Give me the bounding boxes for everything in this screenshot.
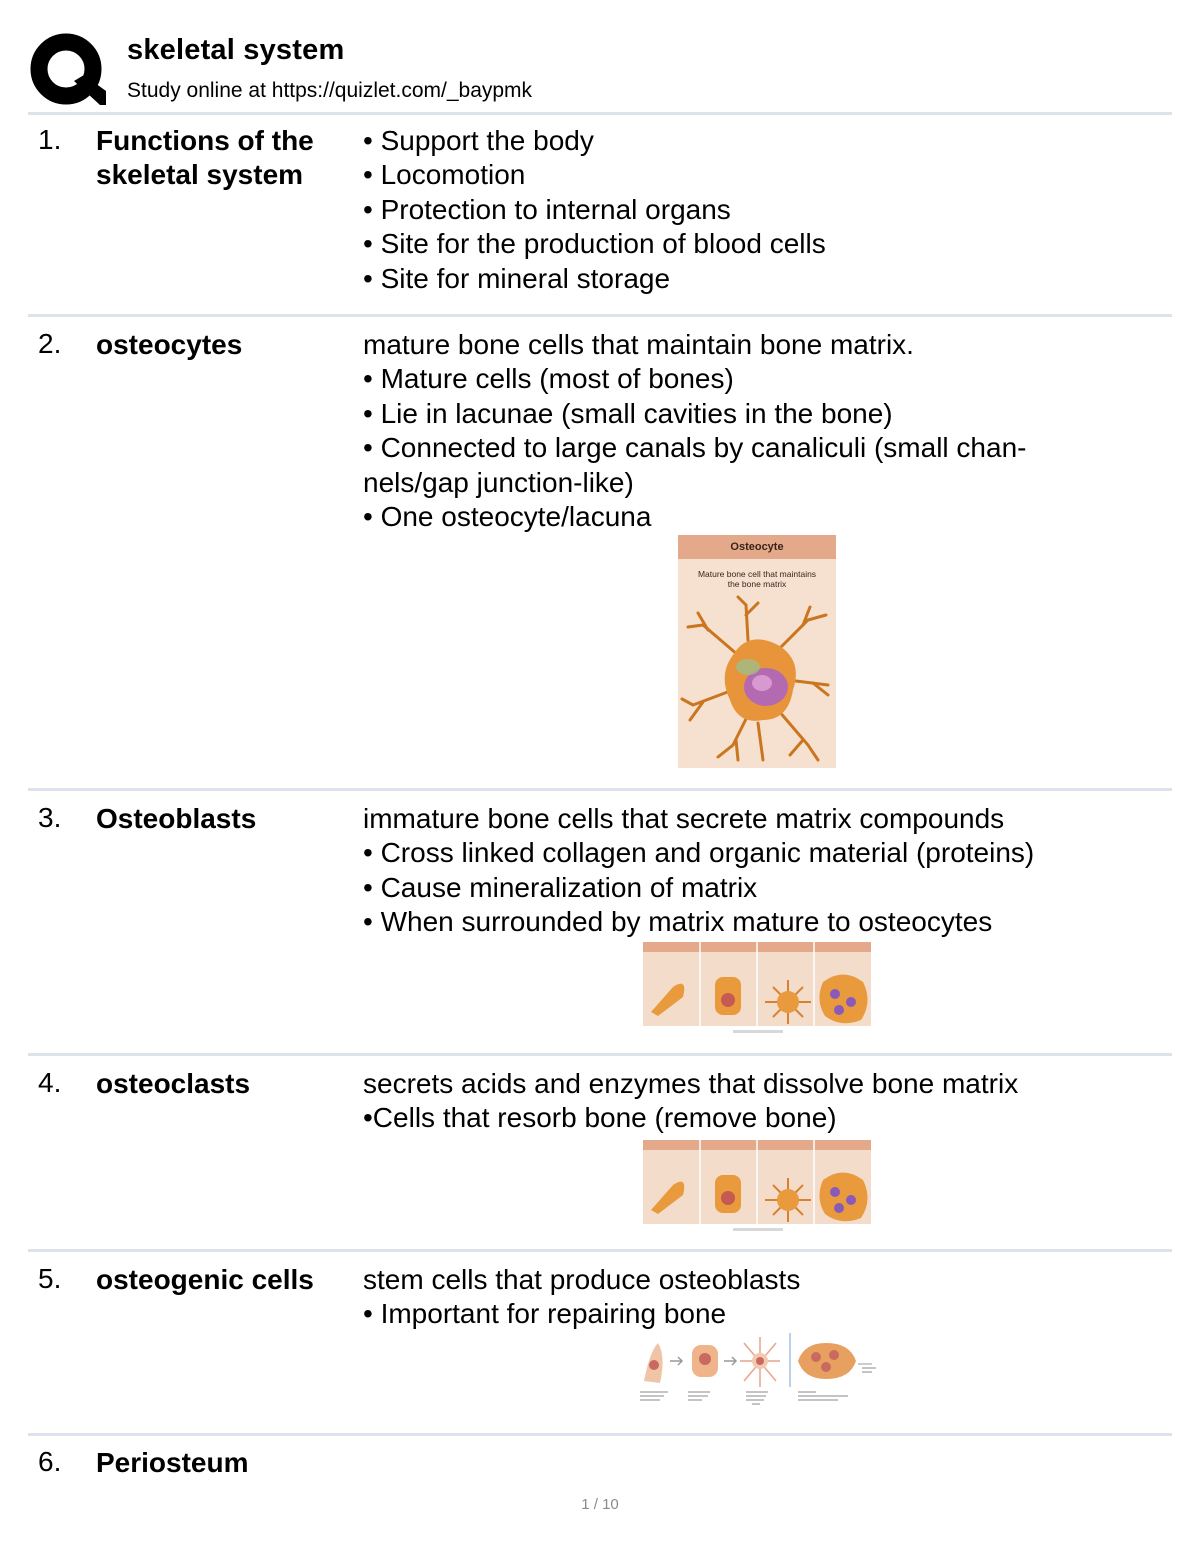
definition-line: • Cross linked collagen and organic material (proteins) bbox=[363, 837, 1035, 869]
bone-cell-types-figure bbox=[643, 1140, 873, 1234]
card-number: 1. bbox=[38, 124, 62, 155]
divider bbox=[28, 1053, 1172, 1056]
card-term: Periosteum bbox=[96, 1447, 249, 1478]
card-number: 6. bbox=[38, 1446, 62, 1477]
bone-cell-lineage-figure bbox=[636, 1331, 881, 1413]
card-term: Functions of the skeletal system bbox=[96, 125, 314, 190]
definition-line: • Locomotion bbox=[363, 159, 526, 191]
definition-line: mature bone cells that maintain bone matrix. bbox=[363, 329, 914, 360]
document-title: skeletal system bbox=[127, 34, 345, 66]
flashcard-2 bbox=[28, 328, 1172, 778]
definition-line: nels/gap junction-like) bbox=[363, 466, 634, 498]
definition-line: • Mature cells (most of bones) bbox=[363, 363, 734, 395]
flashcard-3 bbox=[28, 802, 1172, 1047]
card-term: osteoclasts bbox=[96, 1068, 251, 1099]
quizlet-logo-icon bbox=[30, 31, 106, 107]
definition-line: • One osteocyte/lacuna bbox=[363, 501, 652, 533]
card-number: 3. bbox=[38, 802, 62, 833]
definition-line: stem cells that produce osteoblasts bbox=[363, 1264, 801, 1295]
divider bbox=[28, 112, 1172, 115]
card-term: Osteoblasts bbox=[96, 803, 257, 834]
definition-line: • Site for mineral storage bbox=[363, 262, 671, 294]
card-definition bbox=[363, 124, 1153, 296]
definition-line: • Important for repairing bone bbox=[363, 1298, 727, 1330]
card-definition bbox=[363, 1263, 1153, 1332]
definition-line: • Support the body bbox=[363, 125, 594, 156]
flashcard-6 bbox=[28, 1446, 1172, 1486]
figure-caption: Mature bone cell that maintains the bone matrix bbox=[697, 569, 817, 589]
card-definition bbox=[363, 1067, 1153, 1136]
osteocyte-figure bbox=[678, 535, 836, 768]
osteocyte-cell-icon bbox=[678, 595, 836, 765]
definition-line: • When surrounded by matrix mature to osteocytes bbox=[363, 906, 993, 938]
divider bbox=[28, 314, 1172, 317]
definition-line: • Site for the production of blood cells bbox=[363, 228, 826, 260]
divider bbox=[28, 788, 1172, 791]
figure-header: Osteocyte bbox=[678, 535, 836, 559]
flashcard-5 bbox=[28, 1263, 1172, 1428]
card-term: osteogenic cells bbox=[96, 1264, 314, 1295]
definition-line: • Lie in lacunae (small cavities in the bone) bbox=[363, 397, 893, 429]
definition-line: • Protection to internal organs bbox=[363, 193, 731, 225]
flashcard-4 bbox=[28, 1067, 1172, 1242]
divider bbox=[28, 1433, 1172, 1436]
definition-line: • Connected to large canals by canaliculi (small chan- bbox=[363, 432, 1027, 464]
definition-line: immature bone cells that secrete matrix compounds bbox=[363, 803, 1005, 834]
definition-line: • Cause mineralization of matrix bbox=[363, 871, 758, 903]
definition-line: secrets acids and enzymes that dissolve bone matrix bbox=[363, 1068, 1019, 1099]
card-number: 4. bbox=[38, 1067, 62, 1098]
bone-cell-types-figure bbox=[643, 942, 873, 1036]
divider bbox=[28, 1249, 1172, 1252]
flashcard-1 bbox=[28, 124, 1172, 304]
definition-line: •Cells that resorb bone (remove bone) bbox=[363, 1102, 837, 1134]
document-header bbox=[28, 28, 1172, 112]
card-number: 5. bbox=[38, 1263, 62, 1294]
study-online-link[interactable]: Study online at https://quizlet.com/_baypmk bbox=[127, 79, 533, 102]
card-number: 2. bbox=[38, 328, 62, 359]
page-number: 1 / 10 bbox=[581, 1496, 619, 1513]
card-definition bbox=[363, 802, 1153, 940]
card-term: osteocytes bbox=[96, 329, 243, 360]
card-definition bbox=[363, 328, 1153, 534]
